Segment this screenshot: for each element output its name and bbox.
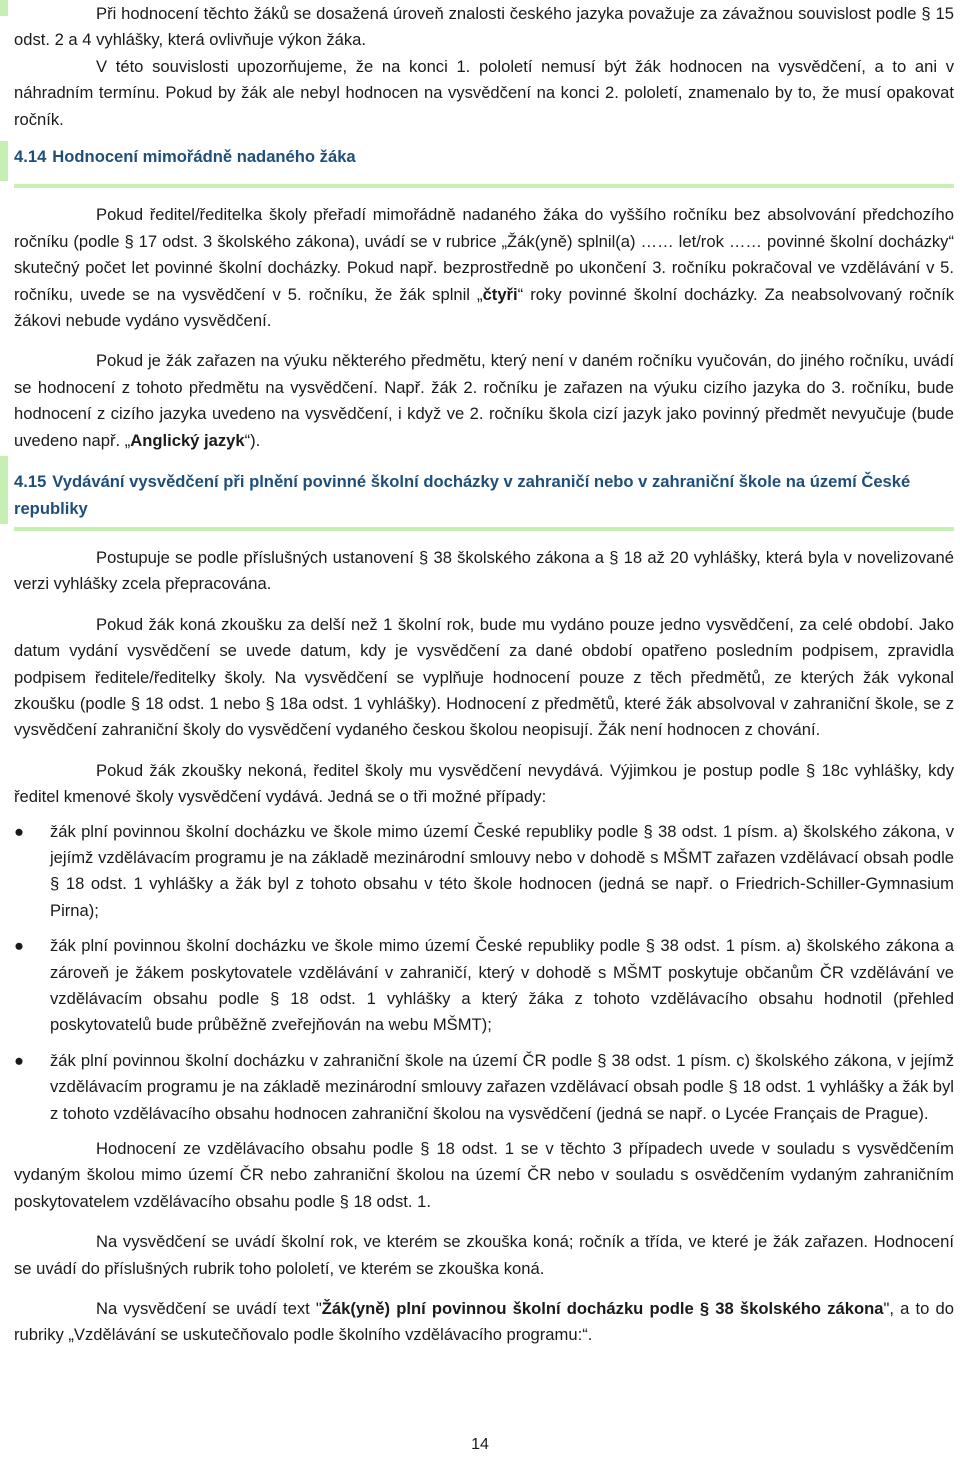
accent-bar-section-4-14 bbox=[0, 141, 8, 181]
section-heading-4-14 bbox=[14, 144, 954, 188]
section-number: 4.15 bbox=[14, 472, 47, 492]
paragraph-top-1: Při hodnocení těchto žáků se dosažená úroveň znalosti českého jazyka považuje za závažnou souvislost podle § 15 odst. 2 a 4 vyhlášky, která ovlivňuje výkon žáka. bbox=[14, 4, 954, 50]
bullet-icon: ● bbox=[14, 1050, 25, 1070]
section-number: 4.14 bbox=[14, 147, 47, 167]
paragraph-4-15-4: Hodnocení ze vzdělávacího obsahu podle § 18 odst. 1 se v těchto 3 případech uvede v souladu s vysvědčením vydaným školou mimo území ČR nebo zahraniční školou na území ČR nebo v souladu s osvědčením vydaným zahraničním poskytovatelem vzdělávacího obsahu podle § 18 odst. 1. bbox=[14, 1139, 954, 1211]
bullet-icon: ● bbox=[14, 821, 25, 841]
paragraph-top-2: V této souvislosti upozorňujeme, že na konci 1. pololetí nemusí být žák hodnocen na vysvědčení, a to ani v náhradním termínu. Pokud by žák ale nebyl hodnocen na vysvědčení na konci 2. pololetí, znamenalo by to, že musí opakovat ročník. bbox=[14, 56, 954, 129]
paragraph-4-15-3: Pokud žák zkoušky nekoná, ředitel školy mu vysvědčení nevydává. Výjimkou je postup podle § 18c vyhlášky, kdy ředitel kmenové školy vysvědčení vydává. Jedná se o tři možné případy: bbox=[14, 760, 954, 807]
bold-text: Žák(yně) plní povinnou školní docházku podle § 38 školského zákona bbox=[321, 1299, 884, 1319]
accent-bar-top bbox=[0, 0, 8, 16]
bullet-icon: ● bbox=[14, 936, 25, 956]
bold-text: Anglický jazyk bbox=[130, 430, 245, 450]
document-page bbox=[14, 0, 954, 1349]
section-title: Vydávání vysvědčení při plnění povinné školní docházky v zahraničí nebo v zahraniční škole na území České republiky bbox=[14, 472, 911, 518]
bullet-list bbox=[14, 819, 954, 1127]
accent-bar-section-4-15 bbox=[0, 456, 8, 524]
paragraph-4-15-5: Na vysvědčení se uvádí školní rok, ve kterém se zkouška koná; ročník a třída, ve které je žák zařazen. Hodnocení se uvádí do příslušných rubrik toho pololetí, ve kterém se zkouška koná. bbox=[14, 1232, 954, 1278]
paragraph-4-15-2: Pokud žák koná zkoušku za delší než 1 školní rok, bude mu vydáno pouze jedno vysvědčení, za celé období. Jako datum vydání vysvědčení se uvede datum, kdy je vysvědčení za dané období opatřeno posledním podpisem, zpravidla podpisem ředitele/ředitelky školy. Na vysvědčení se vyplňuje hodnocení pouze z těch předmětů, ze kterých žák vykonal zkoušku (podle § 18 odst. 1 nebo § 18a odst. 1 vyhlášky). Hodnocení z předmětů, které žák absolvoval v zahraniční škole, se z vysvědčení zahraniční školy do vysvědčení vydaného českou školou neopisují. Žák není hodnocen z chování. bbox=[14, 614, 954, 740]
section-heading-4-15 bbox=[14, 469, 954, 531]
bold-text: čtyři bbox=[482, 284, 518, 304]
paragraph-4-15-6: Na vysvědčení se uvádí text "Žák(yně) plní povinnou školní docházku podle § 38 školského zákona", a to do rubriky „Vzdělávání se uskutečňovalo podle školního vzdělávacího programu:“. bbox=[14, 1299, 954, 1345]
paragraph-4-14-2: Pokud je žák zařazen na výuku některého předmětu, který není v daném ročníku vyučován, do jiného ročníku, uvádí se hodnocení z tohoto předmětu na vysvědčení. Např. žák 2. ročníku je zařazen na výuku cizího jazyka do 3. ročníku, bude hodnocení z cizího jazyka uvedeno na vysvědčení, i když ve 2. ročníku škola cizí jazyk jako povinný předmět nevyučuje (bude uvedeno např. „Anglický jazyk“). bbox=[14, 351, 954, 450]
list-item: ● žák plní povinnou školní docházku v zahraniční škole na území ČR podle § 38 odst. 1 písm. c) školského zákona, v jejímž vzdělávacím programu je na základě mezinárodní smlouvy zařazen vzdělávací obsah podle § 18 odst. 1 vyhlášky a žák byl z tohoto vzdělávacího obsahu hodnocen zahraniční školou na vysvědčení (jedná se např. o Lycée Français de Prague). bbox=[14, 1048, 954, 1127]
list-item: ● žák plní povinnou školní docházku ve škole mimo území České republiky podle § 38 odst. 1 písm. a) školského zákona, v jejímž vzdělávacím programu je na základě mezinárodní smlouvy nebo v dohodě s MŠMT zařazen vzdělávací obsah podle § 18 odst. 1 vyhlášky a žák byl z tohoto obsahu v této škole hodnocen (jedná se např. o Friedrich-Schiller-Gymnasium Pirna); bbox=[14, 819, 954, 925]
paragraph-4-15-1: Postupuje se podle příslušných ustanovení § 38 školského zákona a § 18 až 20 vyhlášky, která byla v novelizované verzi vyhlášky zcela přepracována. bbox=[14, 547, 954, 594]
section-title: Hodnocení mimořádně nadaného žáka bbox=[52, 147, 356, 167]
paragraph-4-14-1: Pokud ředitel/ředitelka školy přeřadí mimořádně nadaného žáka do vyššího ročníku bez absolvování předchozího ročníku (podle § 17 odst. 3 školského zákona), uvádí se v rubrice „Žák(yně) splnil(a) …… let/rok …… povinné školní docházky“ skutečný počet let povinné školní docházky. Pokud např. bezprostředně po ukončení 3. ročníku pokračoval ve vzdělávání v 5. ročníku, uvede se na vysvědčení v 5. ročníku, že žák splnil „čtyři“ roky povinné školní docházky. Za neabsolvovaný ročník žákovi nebude vydáno vysvědčení. bbox=[14, 205, 955, 331]
page-number: 14 bbox=[471, 1436, 489, 1453]
list-item: ● žák plní povinnou školní docházku ve škole mimo území České republiky podle § 38 odst. 1 písm. a) školského zákona a zároveň je žákem poskytovatele vzdělávání v zahraničí, který v dohodě s MŠMT poskytuje občanům ČR vzdělávání ve vzdělávacím obsahu podle § 18 odst. 1 vyhlášky a který žáka z tohoto vzdělávacího obsahu hodnotil (přehled poskytovatelů bude průběžně zveřejňován na webu MŠMT); bbox=[14, 933, 954, 1039]
